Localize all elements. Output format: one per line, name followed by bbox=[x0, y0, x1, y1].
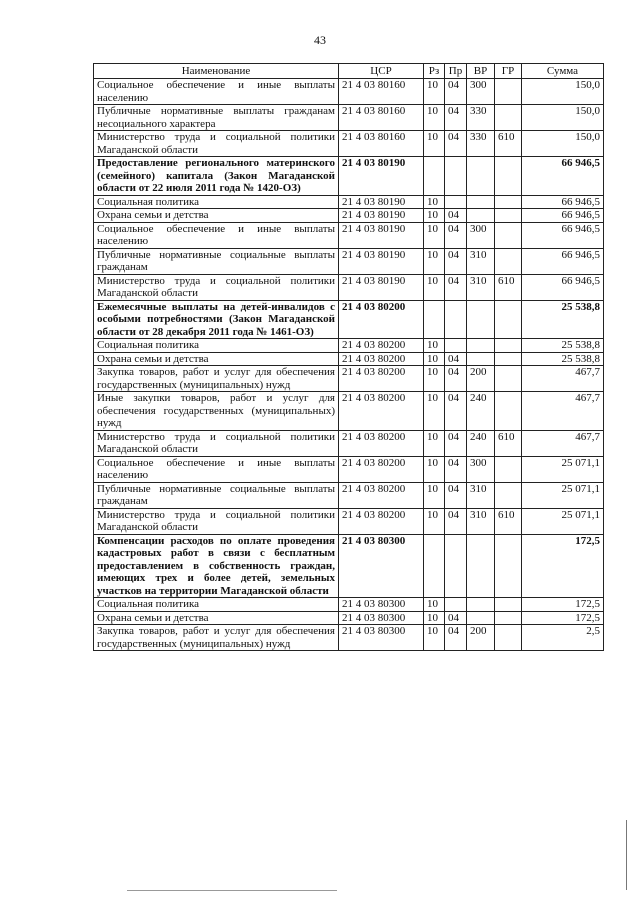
cell-csr: 21 4 03 80300 bbox=[339, 598, 424, 612]
cell-sum: 172,5 bbox=[522, 534, 604, 598]
cell-pr: 04 bbox=[445, 625, 467, 651]
cell-vr: 330 bbox=[467, 131, 495, 157]
cell-name: Министерство труда и социальной политики Магаданской области bbox=[94, 508, 339, 534]
cell-rz: 10 bbox=[424, 274, 445, 300]
cell-gr: 610 bbox=[495, 508, 522, 534]
header-name: Наименование bbox=[94, 64, 339, 79]
cell-name: Министерство труда и социальной политики Магаданской области bbox=[94, 274, 339, 300]
cell-name: Социальное обеспечение и иные выплаты населению bbox=[94, 456, 339, 482]
cell-pr: 04 bbox=[445, 611, 467, 625]
cell-sum: 25 538,8 bbox=[522, 352, 604, 366]
cell-sum: 66 946,5 bbox=[522, 274, 604, 300]
cell-vr bbox=[467, 534, 495, 598]
cell-pr: 04 bbox=[445, 456, 467, 482]
cell-pr: 04 bbox=[445, 508, 467, 534]
cell-rz bbox=[424, 157, 445, 196]
cell-rz bbox=[424, 534, 445, 598]
cell-pr bbox=[445, 534, 467, 598]
cell-gr: 610 bbox=[495, 274, 522, 300]
table-row bbox=[94, 366, 604, 392]
page-number: 43 bbox=[314, 33, 326, 47]
cell-csr: 21 4 03 80200 bbox=[339, 339, 424, 353]
cell-rz bbox=[424, 300, 445, 339]
cell-vr bbox=[467, 195, 495, 209]
cell-vr bbox=[467, 611, 495, 625]
table-row bbox=[94, 482, 604, 508]
cell-sum: 172,5 bbox=[522, 598, 604, 612]
header-row bbox=[94, 64, 604, 79]
cell-gr bbox=[495, 248, 522, 274]
cell-name: Иные закупки товаров, работ и услуг для обеспечения государственных (муниципальных) нужд bbox=[94, 392, 339, 431]
cell-vr: 310 bbox=[467, 274, 495, 300]
cell-pr bbox=[445, 598, 467, 612]
cell-gr bbox=[495, 456, 522, 482]
cell-sum: 66 946,5 bbox=[522, 248, 604, 274]
cell-vr: 310 bbox=[467, 248, 495, 274]
cell-vr bbox=[467, 300, 495, 339]
cell-rz: 10 bbox=[424, 625, 445, 651]
cell-sum: 25 071,1 bbox=[522, 482, 604, 508]
cell-gr: 610 bbox=[495, 430, 522, 456]
cell-rz: 10 bbox=[424, 508, 445, 534]
cell-csr: 21 4 03 80300 bbox=[339, 534, 424, 598]
cell-csr: 21 4 03 80190 bbox=[339, 274, 424, 300]
cell-sum: 150,0 bbox=[522, 105, 604, 131]
cell-name: Ежемесячные выплаты на детей-инвалидов с особыми потребностями (Закон Магаданской области от 28 декабря 2011 года № 1461-ОЗ) bbox=[94, 300, 339, 339]
cell-gr bbox=[495, 482, 522, 508]
cell-name: Охрана семьи и детства bbox=[94, 352, 339, 366]
cell-rz: 10 bbox=[424, 195, 445, 209]
cell-name: Охрана семьи и детства bbox=[94, 611, 339, 625]
header-gr: ГР bbox=[495, 64, 522, 79]
cell-sum: 66 946,5 bbox=[522, 195, 604, 209]
cell-csr: 21 4 03 80200 bbox=[339, 392, 424, 431]
cell-csr: 21 4 03 80190 bbox=[339, 222, 424, 248]
cell-name: Социальная политика bbox=[94, 195, 339, 209]
cell-pr bbox=[445, 195, 467, 209]
cell-vr: 300 bbox=[467, 79, 495, 105]
header-csr: ЦСР bbox=[339, 64, 424, 79]
table-row bbox=[94, 300, 604, 339]
header-sum: Сумма bbox=[522, 64, 604, 79]
cell-vr bbox=[467, 598, 495, 612]
cell-sum: 467,7 bbox=[522, 430, 604, 456]
cell-vr bbox=[467, 339, 495, 353]
cell-csr: 21 4 03 80300 bbox=[339, 611, 424, 625]
cell-vr: 240 bbox=[467, 430, 495, 456]
cell-name: Министерство труда и социальной политики Магаданской области bbox=[94, 430, 339, 456]
cell-pr: 04 bbox=[445, 366, 467, 392]
cell-vr: 310 bbox=[467, 482, 495, 508]
cell-name: Публичные нормативные социальные выплаты гражданам bbox=[94, 482, 339, 508]
cell-sum: 25 538,8 bbox=[522, 300, 604, 339]
cell-vr: 300 bbox=[467, 222, 495, 248]
cell-csr: 21 4 03 80200 bbox=[339, 482, 424, 508]
table-row bbox=[94, 456, 604, 482]
table-row bbox=[94, 508, 604, 534]
footer-divider bbox=[127, 890, 337, 891]
cell-rz: 10 bbox=[424, 598, 445, 612]
cell-csr: 21 4 03 80160 bbox=[339, 79, 424, 105]
cell-gr bbox=[495, 339, 522, 353]
cell-csr: 21 4 03 80200 bbox=[339, 456, 424, 482]
table-row bbox=[94, 157, 604, 196]
table-row bbox=[94, 195, 604, 209]
cell-name: Компенсации расходов по оплате проведения кадастровых работ в связи с бесплатным предоставлением в собственность граждан, имеющих трех и более детей, земельных участков на территории Магаданской области bbox=[94, 534, 339, 598]
cell-csr: 21 4 03 80160 bbox=[339, 131, 424, 157]
table-row bbox=[94, 625, 604, 651]
cell-csr: 21 4 03 80190 bbox=[339, 209, 424, 223]
cell-rz: 10 bbox=[424, 611, 445, 625]
cell-name: Социальная политика bbox=[94, 339, 339, 353]
cell-sum: 172,5 bbox=[522, 611, 604, 625]
cell-csr: 21 4 03 80190 bbox=[339, 195, 424, 209]
cell-sum: 66 946,5 bbox=[522, 209, 604, 223]
cell-pr: 04 bbox=[445, 482, 467, 508]
cell-rz: 10 bbox=[424, 339, 445, 353]
cell-gr bbox=[495, 392, 522, 431]
budget-table bbox=[93, 63, 604, 651]
table-row bbox=[94, 274, 604, 300]
cell-vr: 200 bbox=[467, 625, 495, 651]
table-row bbox=[94, 105, 604, 131]
table-row bbox=[94, 352, 604, 366]
cell-csr: 21 4 03 80190 bbox=[339, 248, 424, 274]
cell-csr: 21 4 03 80200 bbox=[339, 300, 424, 339]
table-row bbox=[94, 430, 604, 456]
cell-name: Министерство труда и социальной политики Магаданской области bbox=[94, 131, 339, 157]
cell-gr: 610 bbox=[495, 131, 522, 157]
cell-vr: 330 bbox=[467, 105, 495, 131]
cell-pr bbox=[445, 300, 467, 339]
cell-pr: 04 bbox=[445, 222, 467, 248]
cell-gr bbox=[495, 598, 522, 612]
cell-name: Публичные нормативные социальные выплаты гражданам bbox=[94, 248, 339, 274]
cell-csr: 21 4 03 80160 bbox=[339, 105, 424, 131]
cell-name: Социальная политика bbox=[94, 598, 339, 612]
table-row bbox=[94, 79, 604, 105]
cell-sum: 25 538,8 bbox=[522, 339, 604, 353]
table-row bbox=[94, 339, 604, 353]
cell-csr: 21 4 03 80300 bbox=[339, 625, 424, 651]
cell-pr: 04 bbox=[445, 352, 467, 366]
table-row bbox=[94, 131, 604, 157]
cell-name: Закупка товаров, работ и услуг для обеспечения государственных (муниципальных) нужд bbox=[94, 625, 339, 651]
cell-gr bbox=[495, 300, 522, 339]
cell-vr bbox=[467, 352, 495, 366]
cell-pr: 04 bbox=[445, 430, 467, 456]
cell-name: Охрана семьи и детства bbox=[94, 209, 339, 223]
table-header bbox=[94, 64, 604, 79]
cell-csr: 21 4 03 80200 bbox=[339, 366, 424, 392]
cell-pr: 04 bbox=[445, 392, 467, 431]
cell-sum: 150,0 bbox=[522, 79, 604, 105]
cell-pr: 04 bbox=[445, 131, 467, 157]
cell-rz: 10 bbox=[424, 456, 445, 482]
cell-rz: 10 bbox=[424, 105, 445, 131]
table-row bbox=[94, 598, 604, 612]
cell-rz: 10 bbox=[424, 79, 445, 105]
cell-name: Социальное обеспечение и иные выплаты населению bbox=[94, 222, 339, 248]
cell-sum: 467,7 bbox=[522, 366, 604, 392]
header-vr: ВР bbox=[467, 64, 495, 79]
cell-rz: 10 bbox=[424, 248, 445, 274]
cell-name: Публичные нормативные выплаты гражданам несоциального характера bbox=[94, 105, 339, 131]
cell-vr: 300 bbox=[467, 456, 495, 482]
cell-vr: 240 bbox=[467, 392, 495, 431]
cell-gr bbox=[495, 157, 522, 196]
cell-rz: 10 bbox=[424, 352, 445, 366]
cell-pr: 04 bbox=[445, 105, 467, 131]
cell-pr: 04 bbox=[445, 274, 467, 300]
table-row bbox=[94, 611, 604, 625]
cell-rz: 10 bbox=[424, 366, 445, 392]
cell-sum: 25 071,1 bbox=[522, 508, 604, 534]
cell-rz: 10 bbox=[424, 222, 445, 248]
cell-vr: 310 bbox=[467, 508, 495, 534]
cell-pr: 04 bbox=[445, 79, 467, 105]
cell-rz: 10 bbox=[424, 209, 445, 223]
table-row bbox=[94, 534, 604, 598]
cell-gr bbox=[495, 79, 522, 105]
scan-edge-mark bbox=[626, 820, 627, 890]
table-row bbox=[94, 222, 604, 248]
cell-gr bbox=[495, 195, 522, 209]
cell-vr bbox=[467, 209, 495, 223]
cell-name: Закупка товаров, работ и услуг для обеспечения государственных (муниципальных) нужд bbox=[94, 366, 339, 392]
cell-csr: 21 4 03 80200 bbox=[339, 352, 424, 366]
cell-gr bbox=[495, 105, 522, 131]
cell-sum: 2,5 bbox=[522, 625, 604, 651]
cell-pr: 04 bbox=[445, 209, 467, 223]
cell-sum: 467,7 bbox=[522, 392, 604, 431]
cell-sum: 66 946,5 bbox=[522, 157, 604, 196]
cell-csr: 21 4 03 80190 bbox=[339, 157, 424, 196]
cell-rz: 10 bbox=[424, 430, 445, 456]
header-rz: Рз bbox=[424, 64, 445, 79]
cell-sum: 25 071,1 bbox=[522, 456, 604, 482]
cell-gr bbox=[495, 625, 522, 651]
cell-gr bbox=[495, 366, 522, 392]
cell-vr bbox=[467, 157, 495, 196]
table-body bbox=[94, 79, 604, 651]
cell-pr: 04 bbox=[445, 248, 467, 274]
cell-gr bbox=[495, 352, 522, 366]
cell-rz: 10 bbox=[424, 392, 445, 431]
cell-gr bbox=[495, 534, 522, 598]
table-row bbox=[94, 209, 604, 223]
cell-pr bbox=[445, 157, 467, 196]
cell-gr bbox=[495, 209, 522, 223]
cell-gr bbox=[495, 222, 522, 248]
cell-name: Предоставление регионального материнского (семейного) капитала (Закон Магаданской области от 22 июля 2011 года № 1420-ОЗ) bbox=[94, 157, 339, 196]
cell-csr: 21 4 03 80200 bbox=[339, 430, 424, 456]
cell-rz: 10 bbox=[424, 482, 445, 508]
cell-sum: 66 946,5 bbox=[522, 222, 604, 248]
header-pr: Пр bbox=[445, 64, 467, 79]
table-row bbox=[94, 248, 604, 274]
cell-name: Социальное обеспечение и иные выплаты населению bbox=[94, 79, 339, 105]
cell-vr: 200 bbox=[467, 366, 495, 392]
cell-csr: 21 4 03 80200 bbox=[339, 508, 424, 534]
cell-rz: 10 bbox=[424, 131, 445, 157]
table-row bbox=[94, 392, 604, 431]
cell-gr bbox=[495, 611, 522, 625]
cell-pr bbox=[445, 339, 467, 353]
cell-sum: 150,0 bbox=[522, 131, 604, 157]
